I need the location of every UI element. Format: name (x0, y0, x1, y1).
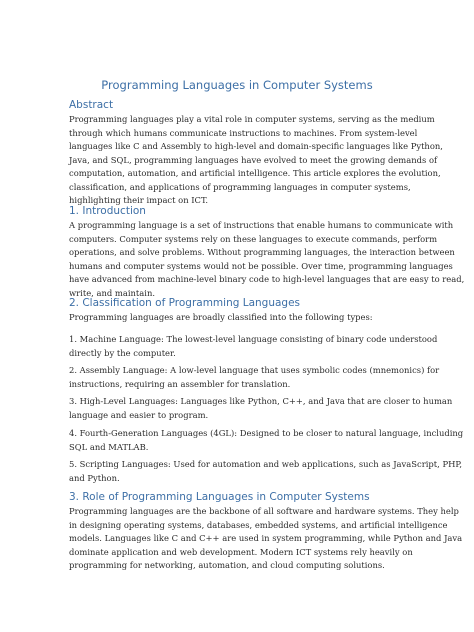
classification-intro: Programming languages are broadly classified into the following types: (69, 312, 373, 322)
role-line: programming for networking, automation, and cloud computing solutions. (69, 560, 385, 570)
abstract-line: computation, automation, and artificial intelligence. This article explores the evolution, (69, 168, 441, 178)
role-heading: 3. Role of Programming Languages in Computer Systems (69, 491, 370, 503)
list-item (69, 458, 469, 485)
role-line: Programming languages are the backbone of all software and hardware systems. They help (69, 506, 459, 516)
abstract-line: classification, and applications of programming languages in computer systems, (69, 181, 411, 192)
list-item-line: 5. Scripting Languages: Used for automation and web applications, such as JavaScript, PHP, (69, 459, 462, 469)
introduction-line: computers. Computer systems rely on these languages to execute commands, perform (69, 233, 438, 244)
role-line: models. Languages like C and C++ are used in system programming, while Python and Java (69, 533, 463, 543)
introduction-line: write, and maintain. (69, 287, 156, 298)
document-title: Programming Languages in Computer Systems (101, 78, 373, 92)
role-line: dominate application and web development. Modern ICT systems rely heavily on (69, 546, 413, 557)
list-item-line: 1. Machine Language: The lowest-level language consisting of binary code understood (69, 334, 438, 344)
list-item-line: 4. Fourth-Generation Languages (4GL): Designed to be closer to natural language, including (69, 428, 464, 438)
introduction-paragraph (69, 219, 469, 300)
list-item (69, 364, 469, 391)
introduction-line: A programming language is a set of instructions that enable humans to communicate with (69, 220, 454, 230)
list-item (69, 395, 469, 422)
abstract-heading: Abstract (69, 99, 114, 111)
introduction-heading: 1. Introduction (69, 205, 146, 217)
introduction-line: have advanced from machine-level binary code to high-level languages that are easy to read, (69, 274, 465, 284)
list-item-line: 3. High-Level Languages: Languages like Python, C++, and Java that are closer to human (69, 396, 453, 406)
role-line: in designing operating systems, databases, embedded systems, and artificial intelligence (69, 519, 448, 530)
list-item-line: SQL and MATLAB. (69, 441, 149, 452)
list-item-line: language and easier to program. (69, 409, 209, 420)
list-item (69, 333, 469, 360)
abstract-line: highlighting their impact on ICT. (69, 195, 208, 205)
list-item-line: directly by the computer. (69, 347, 176, 358)
list-item-line: instructions, requiring an assembler for translation. (69, 378, 291, 389)
list-item-line: 2. Assembly Language: A low-level language that uses symbolic codes (mnemonics) for (69, 365, 440, 375)
list-item-line: and Python. (69, 472, 120, 483)
introduction-line: humans and computer systems would not be possible. Over time, programming languages (69, 260, 453, 271)
abstract-line: through which humans communicate instructions to machines. From system-level (69, 127, 418, 138)
classification-heading: 2. Classification of Programming Languages (69, 297, 301, 309)
abstract-line: Java, and SQL, programming languages have evolved to meet the growing demands of (69, 154, 438, 165)
list-item (69, 427, 469, 454)
introduction-line: operations, and solve problems. Without programming languages, the interaction between (69, 247, 455, 257)
abstract-line: languages like C and Assembly to high-level and domain-specific languages like Python, (69, 141, 443, 151)
role-paragraph (69, 505, 469, 573)
abstract-paragraph (69, 113, 469, 208)
abstract-line: Programming languages play a vital role in computer systems, serving as the medium (69, 114, 435, 124)
